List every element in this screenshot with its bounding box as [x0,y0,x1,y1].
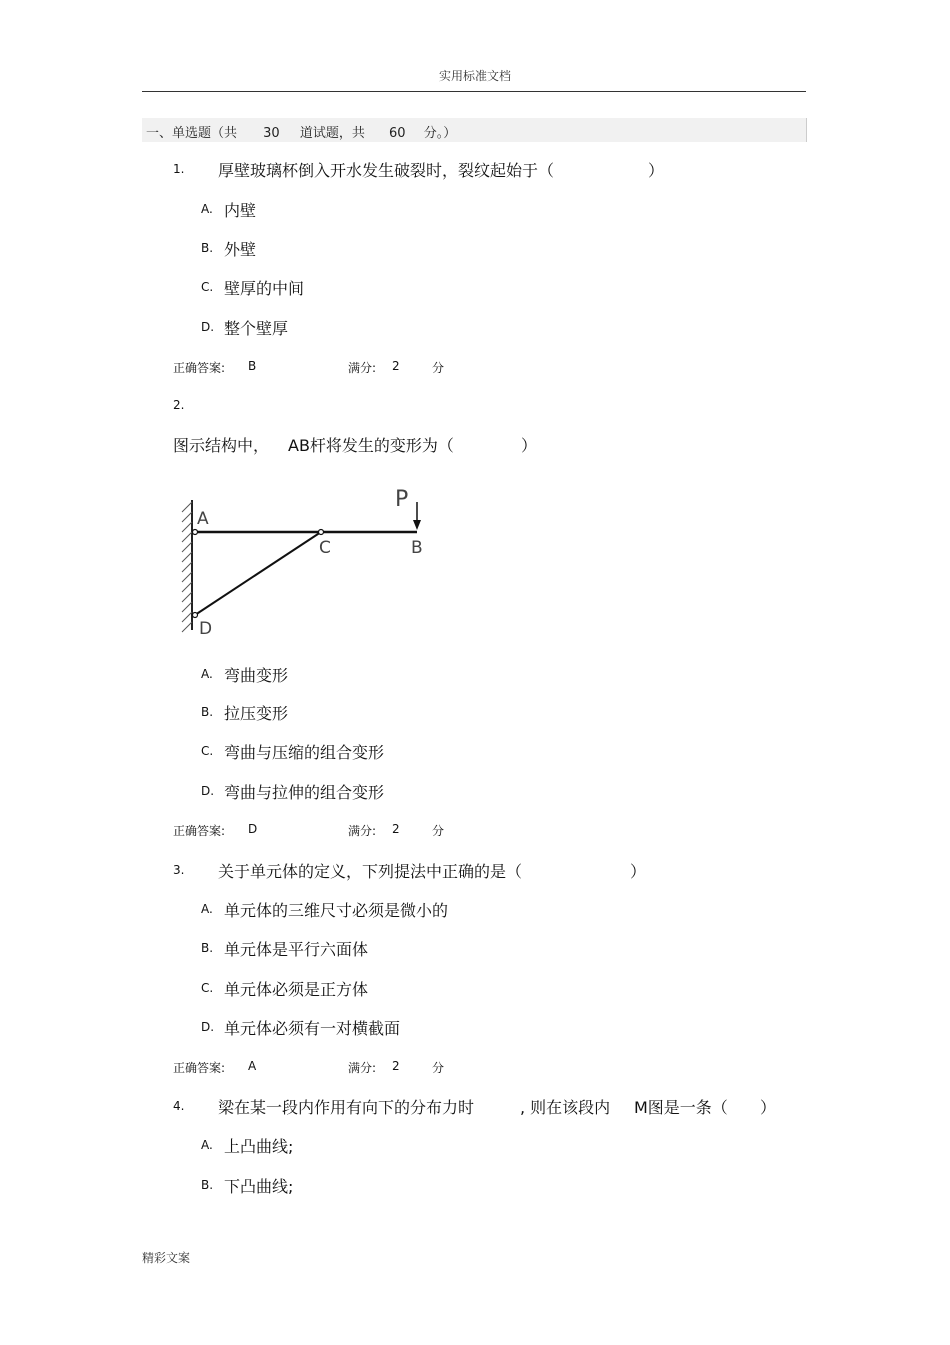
q2-option-c-text[interactable]: 弯曲与压缩的组合变形 [224,743,385,762]
q1-option-b-letter: B. [201,241,214,255]
q1-option-a-letter: A. [201,202,213,216]
q4-option-a-letter: A. [201,1138,213,1152]
label-a: A [197,509,209,529]
q2-score-value: 2 [392,822,400,836]
page-header-title: 实用标准文档 [438,69,511,83]
q2-option-d-letter: D. [201,784,215,798]
question-3-number: 3. [173,863,185,877]
q1-option-b-text[interactable]: 外壁 [224,240,257,259]
q4-option-b-letter: B. [201,1178,214,1192]
joint-d [193,613,198,618]
question-2-text: 图示结构中， [173,436,270,455]
q3-option-a-text[interactable]: 单元体的三维尺寸必须是微小的 [224,901,449,920]
q2-answer-label: 正确答案: [173,824,226,838]
q3-score-label: 满分: [348,1061,377,1075]
q4-option-a-text[interactable]: 上凸曲线; [224,1137,294,1156]
strut-dc [195,532,321,615]
q3-option-c-letter: C. [201,981,214,995]
q1-option-a-text[interactable]: 内壁 [224,201,257,220]
section-prefix: 一、单选题（共 [146,126,238,141]
section-total: 60 [389,126,406,141]
q2-option-d-text[interactable]: 弯曲与拉伸的组合变形 [224,783,385,802]
q1-score-value: 2 [392,359,400,373]
q3-score-unit: 分 [432,1061,445,1075]
label-c: C [319,538,331,558]
q1-option-c-text[interactable]: 壁厚的中间 [224,279,305,298]
question-4-number: 4. [173,1099,185,1113]
q3-option-a-letter: A. [201,902,213,916]
q1-option-c-letter: C. [201,280,214,294]
question-2-close: ） [521,436,538,455]
q1-answer-value: B [248,359,257,373]
q3-answer-label: 正确答案: [173,1061,226,1075]
q2-score-label: 满分: [348,824,377,838]
question-4-text-2: , 则在该段内 [520,1098,611,1117]
section-mid: 道试题，共 [299,126,365,141]
page-footer: 精彩文案 [142,1251,191,1265]
label-b: B [411,538,423,558]
q4-option-b-text[interactable]: 下凸曲线; [224,1177,294,1196]
joint-a [193,530,198,535]
question-3-text: 关于单元体的定义，下列提法中正确的是（ [218,862,523,881]
question-2-text-2: AB杆将发生的变形为（ [288,436,454,455]
header-divider [142,91,806,92]
q3-option-b-letter: B. [201,941,214,955]
q2-option-b-text[interactable]: 拉压变形 [224,704,289,723]
section-heading [146,122,456,141]
section-count: 30 [263,126,280,141]
q2-option-c-letter: C. [201,744,214,758]
q2-option-a-text[interactable]: 弯曲变形 [224,666,289,685]
q3-answer-value: A [248,1059,257,1073]
q2-option-a-letter: A. [201,667,213,681]
wall-hatching [182,502,192,632]
q1-score-label: 满分: [348,361,377,375]
question-4-close: ） [760,1098,777,1117]
q3-score-value: 2 [392,1059,400,1073]
q1-option-d-text[interactable]: 整个壁厚 [224,319,289,338]
question-2-number: 2. [173,398,185,412]
section-suffix: 分。） [423,126,457,141]
joint-c [319,530,324,535]
q1-option-d-letter: D. [201,320,215,334]
question-4-text-3: M图是一条（ [634,1098,728,1117]
question-1-close: ） [648,161,665,180]
q3-option-d-text[interactable]: 单元体必须有一对横截面 [224,1019,401,1038]
load-arrow-head [413,520,421,530]
question-4-text: 梁在某一段内作用有向下的分布力时 [218,1098,475,1117]
label-d: D [199,619,213,639]
label-p: P [395,487,409,512]
q1-answer-label: 正确答案: [173,361,226,375]
question-1-text: 厚壁玻璃杯倒入开水发生破裂时，裂纹起始于（ [218,161,555,180]
q3-option-b-text[interactable]: 单元体是平行六面体 [224,940,369,959]
q1-score-unit: 分 [432,361,445,375]
q3-option-d-letter: D. [201,1020,215,1034]
q2-option-b-letter: B. [201,705,214,719]
q2-score-unit: 分 [432,824,445,838]
question-3-close: ） [630,862,647,881]
structure-diagram [165,480,445,640]
q2-answer-value: D [248,822,258,836]
question-1-number: 1. [173,162,185,176]
q3-option-c-text[interactable]: 单元体必须是正方体 [224,980,369,999]
